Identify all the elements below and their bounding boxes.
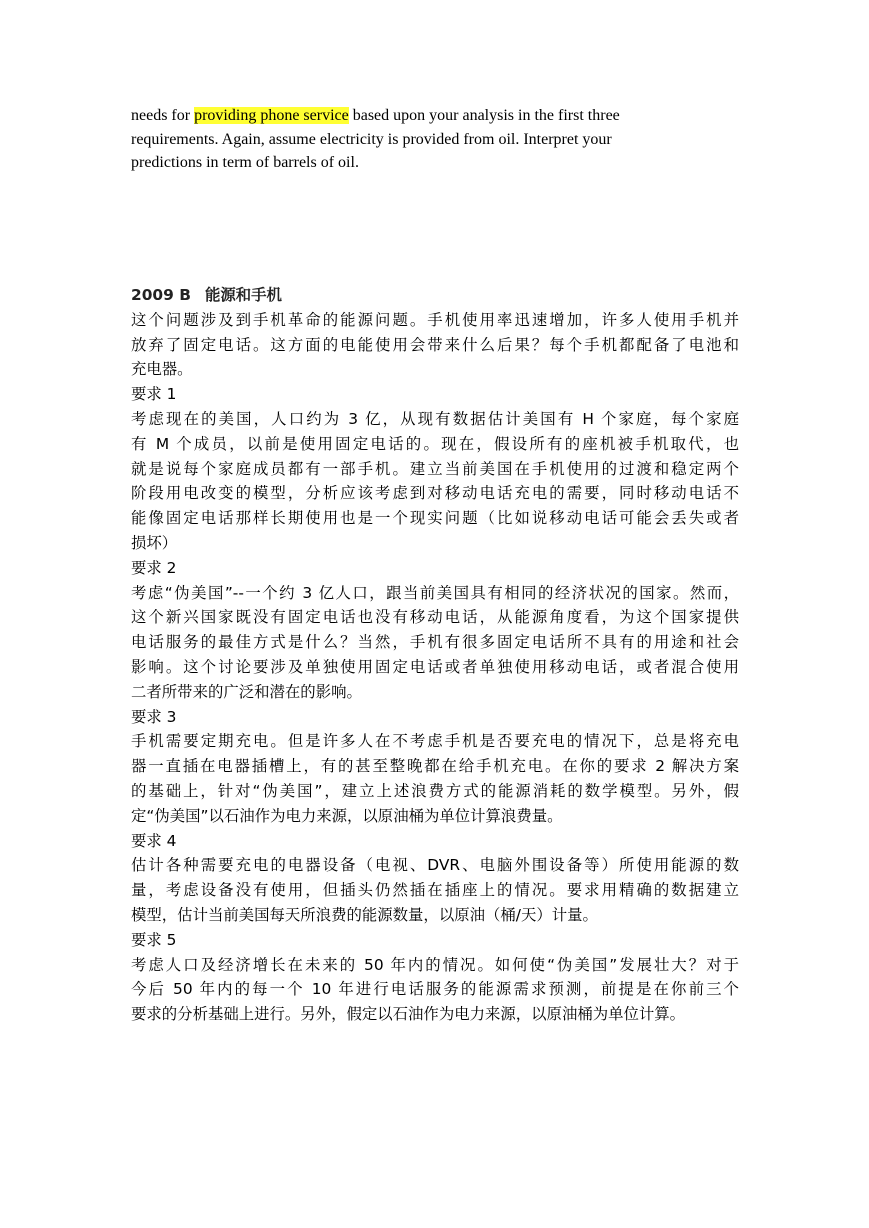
paragraph-line: 充电器。 xyxy=(131,360,193,379)
paragraph-line: 模型，估计当前美国每天所浪费的能源数量，以原油（桶/天）计量。 xyxy=(131,905,598,924)
highlighted-text: providing phone service xyxy=(194,107,349,124)
paragraph-line: 考虑人口及经济增长在未来的 50 年内的情况。如何使“伪美国”发展壮大？对于 xyxy=(131,955,739,974)
paragraph-line: 损坏） xyxy=(131,533,178,552)
requirement-label: 要求 5 xyxy=(131,930,177,949)
paragraph-line: 估计各种需要充电的电器设备（电视、DVR、电脑外围设备等）所使用能源的数 xyxy=(131,856,739,875)
problem-section xyxy=(131,283,739,1027)
paragraph-line: 考虑现在的美国，人口约为 3 亿，从现有数据估计美国有 H 个家庭，每个家庭 xyxy=(131,409,739,428)
paragraph-line: 这个问题涉及到手机革命的能源问题。手机使用率迅速增加，许多人使用手机并 xyxy=(131,310,739,329)
paragraph-line: 器一直插在电器插槽上，有的甚至整晚都在给手机充电。在你的要求 2 解决方案 xyxy=(131,757,739,776)
paragraph-line: 手机需要定期充电。但是许多人在不考虑手机是否要充电的情况下，总是将充电 xyxy=(131,732,739,751)
excerpt-line-1 xyxy=(131,104,751,128)
paragraph-line: 这个新兴国家既没有固定电话也没有移动电话，从能源角度看，为这个国家提供 xyxy=(131,608,739,627)
excerpt-line-1-prefix: needs for xyxy=(131,107,195,124)
paragraph-line: 定“伪美国”以石油作为电力来源，以原油桶为单位计算浪费量。 xyxy=(131,806,563,825)
paragraph-line: 阶段用电改变的模型，分析应该考虑到对移动电话充电的需要，同时移动电话不 xyxy=(131,484,739,503)
requirement-3 xyxy=(131,705,739,829)
requirement-4 xyxy=(131,829,739,928)
paragraph-line: 要求的分析基础上进行。另外，假定以石油作为电力来源，以原油桶为单位计算。 xyxy=(131,1005,686,1024)
excerpt-line-1-suffix: based upon your analysis in the first three xyxy=(348,107,620,124)
paragraph-line: 考虑“伪美国”--一个约 3 亿人口，跟当前美国具有相同的经济状况的国家。然而， xyxy=(131,583,739,602)
requirement-5 xyxy=(131,928,739,1027)
requirement-label: 要求 3 xyxy=(131,707,177,726)
heading-year: 2009 B xyxy=(131,286,191,304)
paragraph-line: 就是说每个家庭成员都有一部手机。建立当前美国在手机使用的过渡和稳定两个 xyxy=(131,459,739,478)
paragraph-line: 量，考虑设备没有使用，但插头仍然插在插座上的情况。要求用精确的数据建立 xyxy=(131,881,739,900)
paragraph-line: 电话服务的最佳方式是什么？当然，手机有很多固定电话所不具有的用途和社会 xyxy=(131,633,739,652)
english-excerpt xyxy=(131,104,751,175)
paragraph-line: 今后 50 年内的每一个 10 年进行电话服务的能源需求预测，前提是在你前三个 xyxy=(131,980,739,999)
paragraph-line: 二者所带来的广泛和潜在的影响。 xyxy=(131,682,362,701)
paragraph-line: 能像固定电话那样长期使用也是一个现实问题（比如说移动电话可能会丢失或者 xyxy=(131,509,739,528)
paragraph-line: 影响。这个讨论要涉及单独使用固定电话或者单独使用移动电话，或者混合使用 xyxy=(131,657,739,676)
paragraph-line: 放弃了固定电话。这方面的电能使用会带来什么后果？每个手机都配备了电池和 xyxy=(131,335,739,354)
paragraph-line: 有 M 个成员，以前是使用固定电话的。现在，假设所有的座机被手机取代，也 xyxy=(131,434,739,453)
excerpt-line-2: requirements. Again, assume electricity is provided from oil. Interpret your xyxy=(131,130,612,148)
excerpt-line-3: predictions in term of barrels of oil. xyxy=(131,154,359,171)
problem-heading xyxy=(131,283,739,308)
requirement-2 xyxy=(131,556,739,705)
heading-title: 能源和手机 xyxy=(204,286,282,304)
problem-intro xyxy=(131,308,739,382)
paragraph-line: 的基础上，针对“伪美国”，建立上述浪费方式的能源消耗的数学模型。另外，假 xyxy=(131,781,739,800)
requirement-label: 要求 1 xyxy=(131,385,177,404)
requirement-label: 要求 2 xyxy=(131,558,177,577)
requirement-1 xyxy=(131,382,739,556)
requirement-label: 要求 4 xyxy=(131,831,177,850)
